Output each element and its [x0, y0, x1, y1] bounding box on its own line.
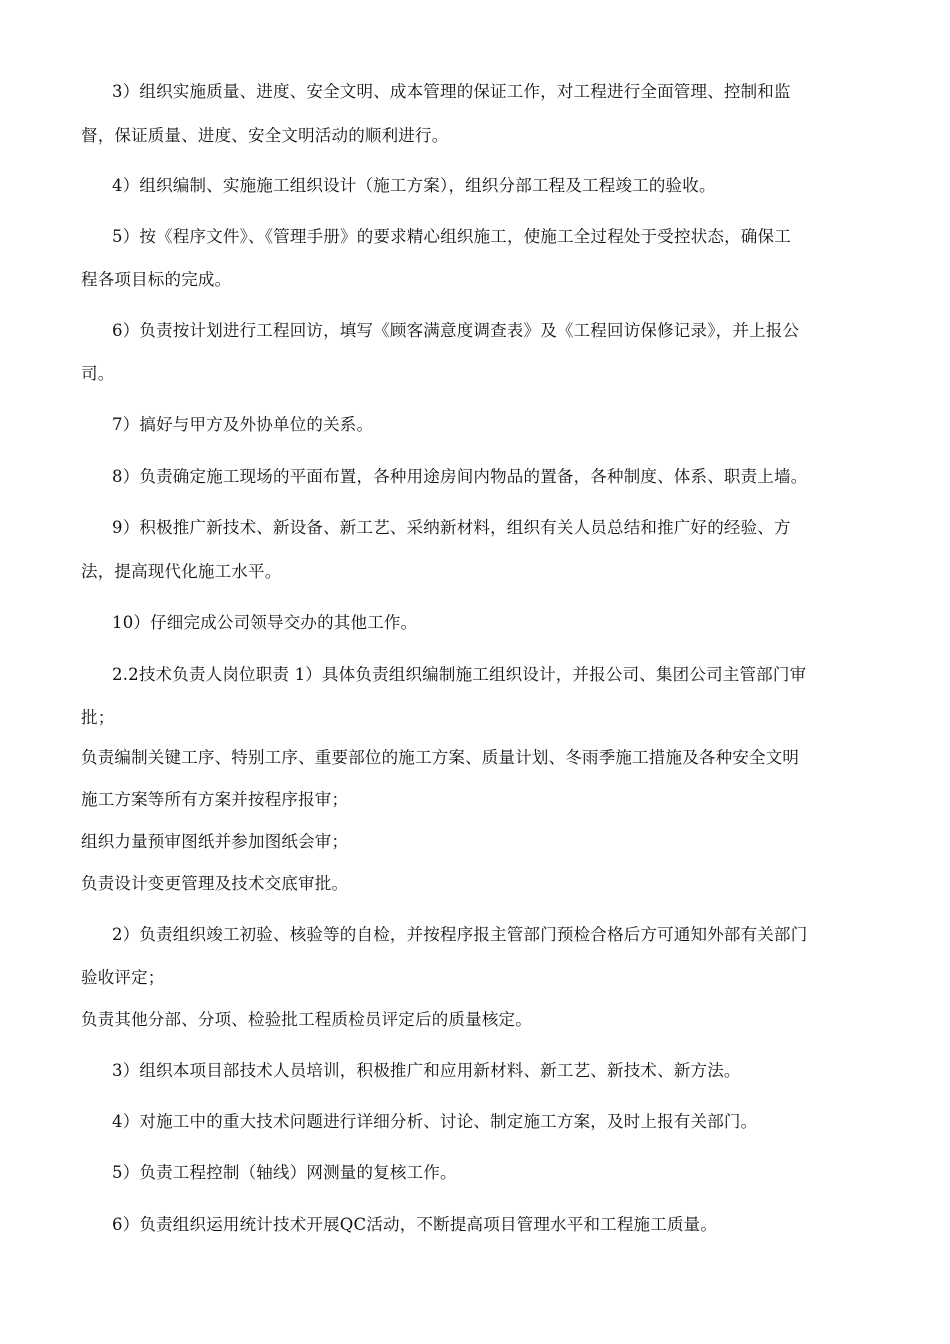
- paragraph-line: 督，保证质量、进度、安全文明活动的顺利进行。: [81, 126, 449, 145]
- paragraph-line: 3）组织本项目部技术人员培训，积极推广和应用新材料、新工艺、新技术、新方法。: [112, 1061, 741, 1080]
- paragraph-line: 4）组织编制、实施施工组织设计（施工方案），组织分部工程及工程竣工的验收。: [112, 176, 716, 195]
- paragraph-line: 6）负责按计划进行工程回访，填写《顾客满意度调查表》及《工程回访保修记录》，并上报公: [112, 321, 800, 340]
- paragraph-line: 9）积极推广新技术、新设备、新工艺、采纳新材料，组织有关人员总结和推广好的经验、方: [112, 518, 791, 537]
- paragraph-line: 3）组织实施质量、进度、安全文明、成本管理的保证工作，对工程进行全面管理、控制和监: [112, 82, 791, 101]
- paragraph-line: 8）负责确定施工现场的平面布置，各种用途房间内物品的置备，各种制度、体系、职责上墙。: [112, 467, 808, 486]
- paragraph-line: 10）仔细完成公司领导交办的其他工作。: [112, 613, 418, 632]
- paragraph-line: 6）负责组织运用统计技术开展QC活动，不断提高项目管理水平和工程施工质量。: [112, 1215, 718, 1234]
- paragraph-line: 司。: [81, 364, 115, 383]
- paragraph-line: 负责设计变更管理及技术交底审批。: [81, 874, 349, 893]
- paragraph-line: 验收评定；: [81, 968, 165, 987]
- paragraph-line: 5）按《程序文件》、《管理手册》的要求精心组织施工，使施工全过程处于受控状态，确保工: [112, 227, 791, 246]
- paragraph-line: 批；: [81, 708, 115, 727]
- paragraph-line: 负责编制关键工序、特别工序、重要部位的施工方案、质量计划、冬雨季施工措施及各种安全文明: [81, 748, 800, 767]
- paragraph-line: 7）搞好与甲方及外协单位的关系。: [112, 415, 374, 434]
- paragraph-line: 程各项目标的完成。: [81, 270, 232, 289]
- paragraph-line: 法，提高现代化施工水平。: [81, 562, 282, 581]
- section-heading-line: 2.2技术负责人岗位职责 1）具体负责组织编制施工组织设计，并报公司、集团公司主管部门审: [112, 665, 807, 684]
- paragraph-line: 2）负责组织竣工初验、核验等的自检，并按程序报主管部门预检合格后方可通知外部有关部门: [112, 925, 808, 944]
- paragraph-line: 组织力量预审图纸并参加图纸会审；: [81, 832, 349, 851]
- paragraph-line: 负责其他分部、分项、检验批工程质检员评定后的质量核定。: [81, 1010, 532, 1029]
- paragraph-line: 施工方案等所有方案并按程序报审；: [81, 790, 349, 809]
- paragraph-line: 4）对施工中的重大技术问题进行详细分析、讨论、制定施工方案，及时上报有关部门。: [112, 1112, 758, 1131]
- paragraph-line: 5）负责工程控制（轴线）网测量的复核工作。: [112, 1163, 457, 1182]
